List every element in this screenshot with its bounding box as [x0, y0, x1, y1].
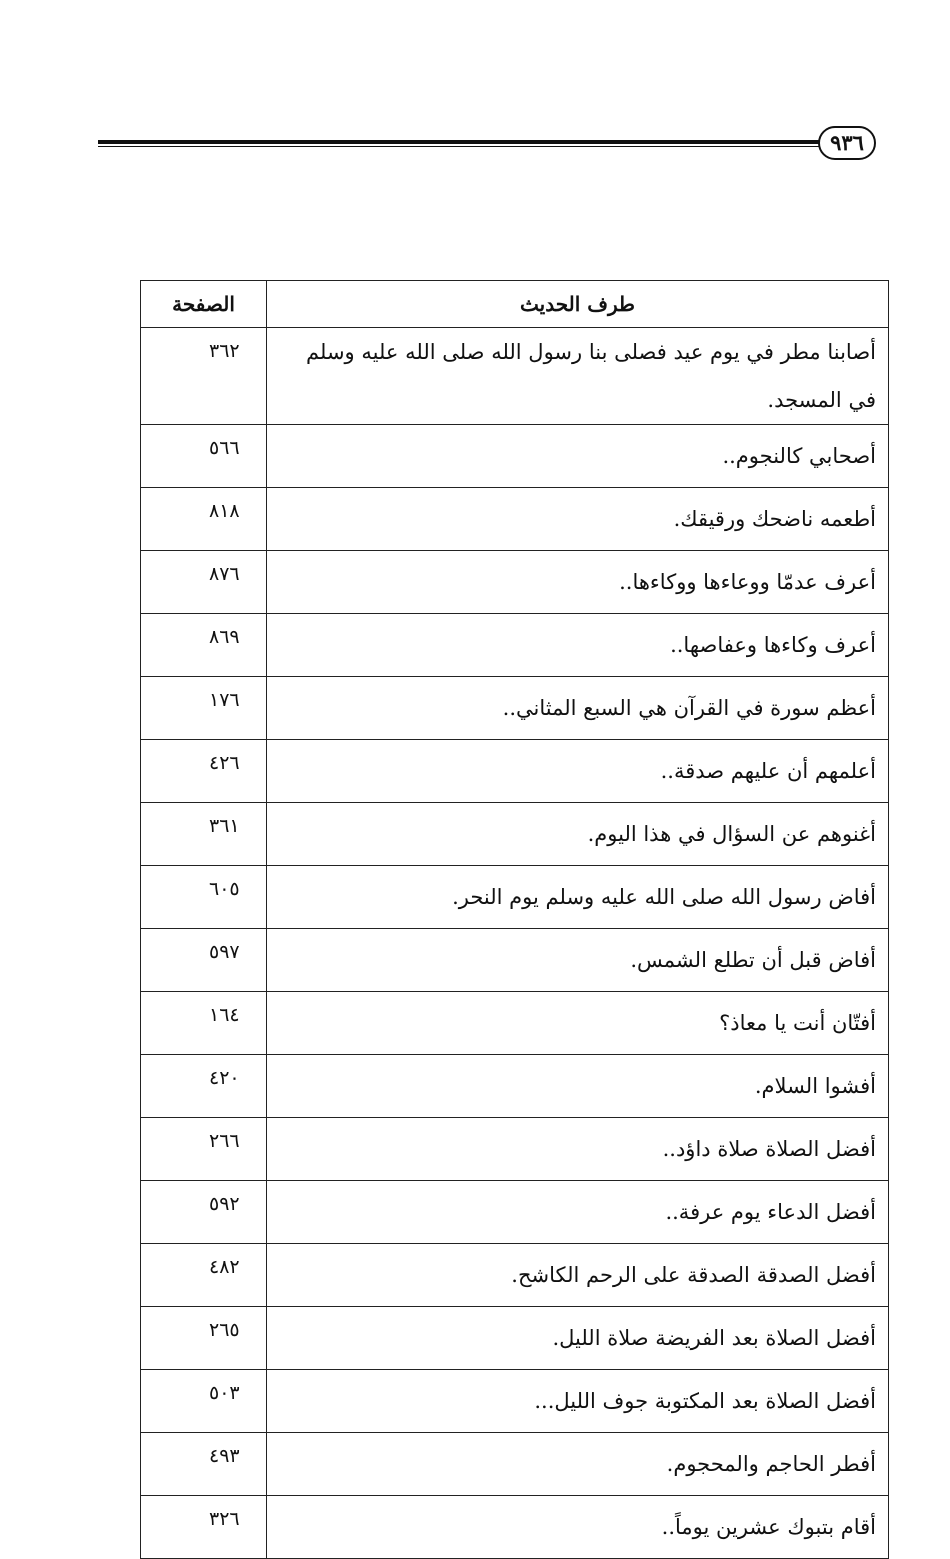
hadith-text: أعظم سورة في القرآن هي السبع المثاني.. — [267, 677, 889, 740]
table-row — [141, 1118, 889, 1181]
table-row — [141, 1181, 889, 1244]
hadith-text: أفضل الدعاء يوم عرفة.. — [267, 1181, 889, 1244]
page-reference: ٨١٨ — [141, 488, 267, 551]
hadith-text: أقام بتبوك عشرين يوماً.. — [267, 1496, 889, 1559]
table-row — [141, 992, 889, 1055]
hadith-text: أفضل الصلاة بعد الفريضة صلاة الليل. — [267, 1307, 889, 1370]
hadith-text: أطعمه ناضحك ورقيقك. — [267, 488, 889, 551]
page-reference: ٥٩٢ — [141, 1181, 267, 1244]
hadith-text: أفضل الصدقة الصدقة على الرحم الكاشح. — [267, 1244, 889, 1307]
hadith-text: أفاض قبل أن تطلع الشمس. — [267, 929, 889, 992]
page-reference: ٥٦٦ — [141, 425, 267, 488]
page-reference: ٨٧٦ — [141, 551, 267, 614]
page-reference: ٢٦٥ — [141, 1307, 267, 1370]
hadith-column-header: طرف الحديث — [267, 281, 889, 328]
hadith-text: أغنوهم عن السؤال في هذا اليوم. — [267, 803, 889, 866]
page-header — [98, 126, 878, 166]
hadith-text: أفتّان أنت يا معاذ؟ — [267, 992, 889, 1055]
table-row — [141, 1370, 889, 1433]
hadith-text: أفضل الصلاة بعد المكتوبة جوف الليل... — [267, 1370, 889, 1433]
hadith-text: أعرف وكاءها وعفاصها.. — [267, 614, 889, 677]
table-row — [141, 677, 889, 740]
table-row — [141, 803, 889, 866]
hadith-text: أعرف عدمّا ووعاءها ووكاءها.. — [267, 551, 889, 614]
table-row — [141, 551, 889, 614]
table-row — [141, 488, 889, 551]
page-reference: ٤٨٢ — [141, 1244, 267, 1307]
header-rule — [98, 140, 820, 144]
table-row — [141, 614, 889, 677]
page-reference: ٣٦٢ — [141, 328, 267, 425]
hadith-text: أفشوا السلام. — [267, 1055, 889, 1118]
page-column-header: الصفحة — [141, 281, 267, 328]
hadith-text: أفاض رسول الله صلى الله عليه وسلم يوم النحر. — [267, 866, 889, 929]
hadith-index-table — [140, 280, 889, 1559]
page-reference: ٤٩٣ — [141, 1433, 267, 1496]
hadith-text: أفضل الصلاة صلاة داؤد.. — [267, 1118, 889, 1181]
hadith-text: أفطر الحاجم والمحجوم. — [267, 1433, 889, 1496]
page-reference: ٣٦١ — [141, 803, 267, 866]
table-row — [141, 328, 889, 425]
table-row — [141, 1496, 889, 1559]
hadith-text: أصابنا مطر في يوم عيد فصلى بنا رسول الله صلى الله عليه وسلم في المسجد. — [267, 328, 889, 425]
hadith-text: أعلمهم أن عليهم صدقة.. — [267, 740, 889, 803]
table-row — [141, 1307, 889, 1370]
page-reference: ٥٩٧ — [141, 929, 267, 992]
table-row — [141, 1244, 889, 1307]
table-row — [141, 1055, 889, 1118]
table-body — [141, 328, 889, 1559]
page-reference: ٦٠٥ — [141, 866, 267, 929]
table-header-row — [141, 281, 889, 328]
page-reference: ٤٢٦ — [141, 740, 267, 803]
page-reference: ١٧٦ — [141, 677, 267, 740]
table-row — [141, 740, 889, 803]
table-row — [141, 866, 889, 929]
table-row — [141, 425, 889, 488]
page-reference: ٢٦٦ — [141, 1118, 267, 1181]
page-reference: ٣٢٦ — [141, 1496, 267, 1559]
page-number: ٩٣٦ — [818, 126, 876, 160]
page-reference: ٥٠٣ — [141, 1370, 267, 1433]
page-reference: ٨٦٩ — [141, 614, 267, 677]
hadith-text: أصحابي كالنجوم.. — [267, 425, 889, 488]
page-reference: ١٦٤ — [141, 992, 267, 1055]
page-reference: ٤٢٠ — [141, 1055, 267, 1118]
table-row — [141, 929, 889, 992]
table-row — [141, 1433, 889, 1496]
